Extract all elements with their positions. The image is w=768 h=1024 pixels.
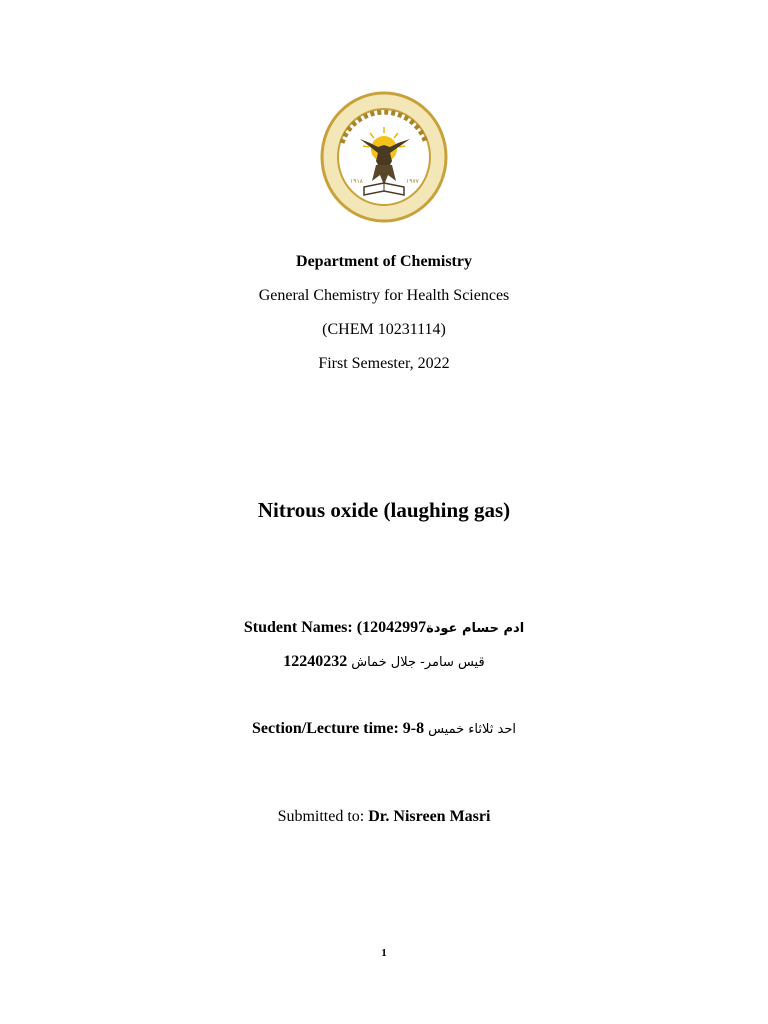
course-name: General Chemistry for Health Sciences: [258, 287, 510, 304]
student1-id: (12042997: [356, 619, 427, 636]
student-names-label: Student Names:: [243, 619, 353, 636]
submitted-line: [0, 807, 768, 827]
page-number: 1: [381, 947, 387, 959]
instructor-name: Dr. Nisreen Masri: [368, 808, 491, 825]
student2-line: [0, 652, 768, 673]
course-code: (CHEM 10231114): [322, 321, 446, 338]
semester: First Semester, 2022: [318, 355, 450, 372]
student2-id: 12240232: [283, 653, 348, 670]
section-label: Section/Lecture time:: [252, 720, 399, 737]
university-seal-logo: [320, 91, 448, 223]
submitted-label: Submitted to:: [277, 808, 365, 825]
report-title: Nitrous oxide (laughing gas): [257, 498, 511, 522]
student2-name: قيس سامر- جلال خماش: [351, 655, 485, 670]
section-days: احد ثلاثاء خميس: [428, 722, 516, 737]
student1-name: ادم حسام عودة: [426, 621, 525, 636]
section-time: 9-8: [402, 720, 425, 737]
student-names-line: [0, 618, 768, 639]
department-heading: Department of Chemistry: [296, 253, 472, 270]
svg-text:١٩٧٧: ١٩٧٧: [406, 178, 419, 185]
svg-text:١٩١٨: ١٩١٨: [350, 178, 363, 185]
section-line: [0, 719, 768, 740]
